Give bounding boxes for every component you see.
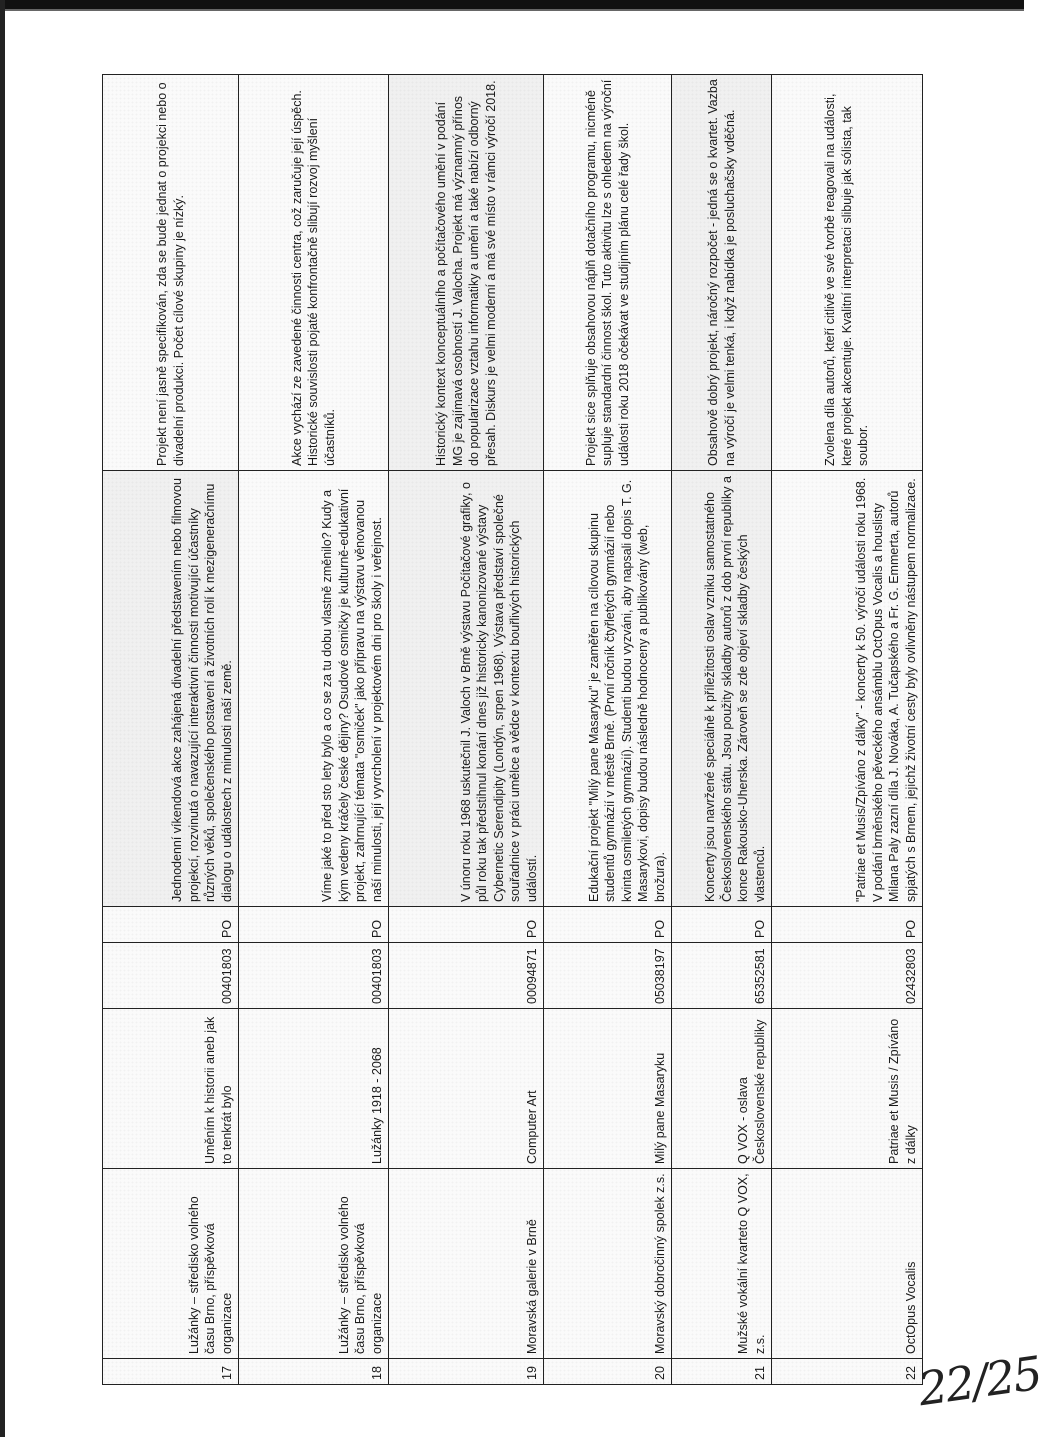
applicant-name: Lužánky – středisko volného času Brno, příspěvková organizace — [239, 1169, 389, 1359]
rotated-table-sheet — [102, 75, 922, 1385]
project-description: V únoru roku 1968 uskutečnil J. Valoch v Brně výstavu Počítačové grafiky, o půl roku tak předstihnul konání dnes již historicky kanonizované výstavy Cybernetic Serendipity (Londýn, srpen 1968). Výstava představí společné souřadnice v práci umělce a vědce v kontextu bouřlivých historických událostí. — [389, 471, 544, 907]
handwritten-page-number: 22/25 — [914, 1345, 1044, 1417]
legal-form: PO — [772, 907, 923, 943]
project-name: Lužánky 1918 - 2068 — [239, 1009, 389, 1169]
ico-number: 00094871 — [389, 943, 544, 1009]
applicant-name: Moravský dobročinný spolek z.s. — [544, 1169, 672, 1359]
table-row — [772, 75, 923, 1385]
scan-left-border — [0, 0, 5, 1437]
row-number: 22 — [772, 1359, 923, 1385]
project-name: Computer Art — [389, 1009, 544, 1169]
legal-form: PO — [544, 907, 672, 943]
project-name: Uměním k historii aneb jak to tenkrát bylo — [103, 1009, 239, 1169]
legal-form: PO — [239, 907, 389, 943]
row-number: 19 — [389, 1359, 544, 1385]
row-number: 17 — [103, 1359, 239, 1385]
applicant-name: Mužské vokální kvarteto Q VOX, z.s. — [672, 1169, 772, 1359]
scan-top-border — [0, 0, 1024, 9]
project-description: Jednodenní víkendová akce zahájená divadelní představením nebo filmovou projekcí, rozvinutá o navazující interaktivní činnosti motivující účastníky různých věků, společenského postavení a životních rolí k mezigeneračnímu dialogu o událostech z minulosti naší země. — [103, 471, 239, 907]
row-number: 18 — [239, 1359, 389, 1385]
table-row — [103, 75, 239, 1385]
legal-form: PO — [103, 907, 239, 943]
row-number: 21 — [672, 1359, 772, 1385]
table-row — [544, 75, 672, 1385]
applicant-name: Moravská galerie v Brně — [389, 1169, 544, 1359]
legal-form: PO — [672, 907, 772, 943]
table-row — [672, 75, 772, 1385]
ico-number: 00401803 — [103, 943, 239, 1009]
legal-form: PO — [389, 907, 544, 943]
ico-number: 02432803 — [772, 943, 923, 1009]
applicant-name: OctOpus Vocalis — [772, 1169, 923, 1359]
project-description: Koncerty jsou navržené speciálně k příležitosti oslav vzniku samostatného Československého státu. Jsou použity skladby autorů z dob první republiky a konce Rakousko-Uherska. Zároveň se zde objeví skladby českých vlastenců. — [672, 471, 772, 907]
ico-number: 00401803 — [239, 943, 389, 1009]
evaluation-text: Historický kontext konceptuálního a počítačového umění v podání MG je zajímavá osobností J. Valocha. Projekt má významný přínos do popularizace vztahu informatiky a umění a také nabízí odborný přesah. Diskurs je velmi moderní a má své místo v rámci výročí 2018. — [389, 75, 544, 471]
ico-number: 65352581 — [672, 943, 772, 1009]
project-description: "Patriae et Musis/Zpíváno z dálky" - koncerty k 50. výročí události roku 1968. V podání brněnského pěveckého ansámblu OctOpus Vocalis a houslisty Milana Paly zazní díla J. Nováka, A. Tučapského a Fr. G. Emmerta, autorů spjatých s Brnem, jejichž životní cesty byly ovlivněny nástupem normalizace. — [772, 471, 923, 907]
ico-number: 05038197 — [544, 943, 672, 1009]
evaluation-text: Projekt sice splňuje obsahovou náplň dotačního programu, nicméně supluje standardní činnost škol. Tuto aktivitu lze s ohledem na výroční události roku 2018 očekávat ve studijním plánu celé řady škol. — [544, 75, 672, 471]
evaluation-text: Obsahově dobrý projekt, náročný rozpočet - jedná se o kvartet. Vazba na výročí je velmi tenká, i když nabídka je posluchačsky vděčná. — [672, 75, 772, 471]
project-name: Q VOX - oslava Československé republiky — [672, 1009, 772, 1169]
applicant-name: Lužánky – středisko volného času Brno, příspěvková organizace — [103, 1169, 239, 1359]
grant-evaluation-table — [102, 74, 923, 1385]
row-number: 20 — [544, 1359, 672, 1385]
project-description: Edukační projekt "Milý pane Masaryku" je zaměřen na cílovou skupinu studentů gymnázií v městě Brně. (První ročník čtyřletých gymnázií nebo kvinta osmiletých gymnázií). Studenti budou vyzváni, aby napsali dopis T. G. Masarykovi, dopisy budou následně hodnoceny a publikovány (web, brožura). — [544, 471, 672, 907]
project-name: Patriae et Musis / Zpíváno z dálky — [772, 1009, 923, 1169]
evaluation-text: Projekt není jasně specifikován, zda se bude jednat o projekci nebo o divadelní produkci. Počet cílové skupiny je nízký. — [103, 75, 239, 471]
table-row — [389, 75, 544, 1385]
scan-top-line — [0, 9, 1024, 11]
project-name: Milý pane Masaryku — [544, 1009, 672, 1169]
evaluation-text: Akce vychází ze zavedené činnosti centra, což zaručuje její úspěch. Historické souvislosti pojaté konfrontačně slibují rozvoj myšlení účastníků. — [239, 75, 389, 471]
project-description: Víme jaké to před sto lety bylo a co se za tu dobu vlastně změnilo? Kudy a kým vedeny kráčely české dějiny? Osudové osmičky je kulturně-edukativní projekt, zahrnující témata "osmiček" jako přípravu na výstavu věnovanou naší minulosti, její vyvrcholení v projektovém dni pro školy i veřejnost. — [239, 471, 389, 907]
evaluation-text: Zvolena díla autorů, kteří citlivě ve své tvorbě reagovali na události, které projekt akcentuje. Kvalitní interpretaci slibuje jak sólista, tak soubor. — [772, 75, 923, 471]
table-row — [239, 75, 389, 1385]
